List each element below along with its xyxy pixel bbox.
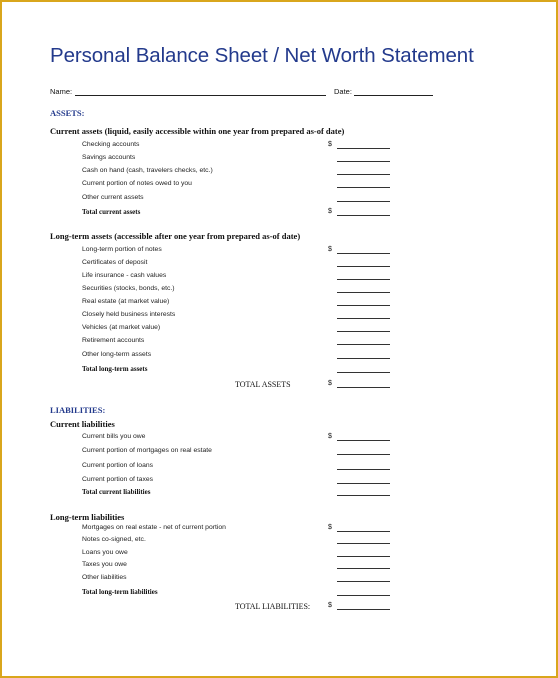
amount-field-line[interactable] (337, 174, 390, 175)
amount-field-line[interactable] (337, 331, 390, 332)
total-current-liabilities-label: Total current liabilities (82, 488, 151, 496)
amount-field-line[interactable] (337, 279, 390, 280)
list-item: Other long-term assets (82, 351, 152, 358)
amount-field-line[interactable] (337, 483, 390, 484)
list-item: Life insurance - cash values (82, 272, 167, 279)
amount-field-line[interactable] (337, 469, 390, 470)
dollar-sign: $ (328, 380, 332, 387)
dollar-sign: $ (328, 524, 332, 531)
current-assets-heading: Current assets (liquid, easily accessible within one year from prepared as-of date) (50, 126, 345, 136)
amount-field-line[interactable] (337, 344, 390, 345)
list-item: Checking accounts (82, 141, 140, 148)
total-assets-label: TOTAL ASSETS (235, 380, 291, 389)
amount-field-line[interactable] (337, 201, 390, 202)
date-label: Date: (334, 87, 352, 96)
amount-field-line[interactable] (337, 358, 390, 359)
total-liabilities-label: TOTAL LIABILITIES: (235, 602, 311, 611)
amount-field-line[interactable] (337, 292, 390, 293)
balance-sheet-page (2, 2, 556, 676)
list-item: Loans you owe (82, 549, 128, 556)
amount-field-line[interactable] (337, 266, 390, 267)
amount-field-line[interactable] (337, 440, 390, 441)
amount-field-line[interactable] (337, 495, 390, 496)
amount-field-line[interactable] (337, 253, 390, 254)
list-item: Savings accounts (82, 154, 136, 161)
list-item: Taxes you owe (82, 561, 127, 568)
dollar-sign: $ (328, 602, 332, 609)
amount-field-line[interactable] (337, 595, 390, 596)
current-liabilities-heading: Current liabilities (50, 419, 115, 429)
amount-field-line[interactable] (337, 454, 390, 455)
date-field-line[interactable] (354, 95, 433, 96)
amount-field-line[interactable] (337, 148, 390, 149)
list-item: Current portion of taxes (82, 476, 154, 483)
dollar-sign: $ (328, 433, 332, 440)
amount-field-line[interactable] (337, 568, 390, 569)
amount-field-line[interactable] (337, 581, 390, 582)
list-item: Notes co-signed, etc. (82, 536, 146, 543)
liabilities-heading: LIABILITIES: (50, 405, 106, 415)
list-item: Closely held business interests (82, 311, 176, 318)
amount-field-line[interactable] (337, 556, 390, 557)
dollar-sign: $ (328, 141, 332, 148)
amount-field-line[interactable] (337, 187, 390, 188)
list-item: Current portion of mortgages on real estate (82, 447, 212, 454)
total-long-term-liabilities-label: Total long-term liabilities (82, 588, 158, 596)
dollar-sign: $ (328, 208, 332, 215)
long-term-assets-heading: Long-term assets (accessible after one year from prepared as-of date) (50, 231, 301, 241)
dollar-sign: $ (328, 246, 332, 253)
list-item: Long-term portion of notes (82, 246, 162, 253)
amount-field-line[interactable] (337, 318, 390, 319)
total-current-assets-label: Total current assets (82, 208, 141, 216)
amount-field-line[interactable] (337, 609, 390, 610)
list-item: Vehicles (at market value) (82, 324, 161, 331)
long-term-liabilities-heading: Long-term liabilities (50, 512, 125, 522)
name-field-line[interactable] (75, 95, 326, 96)
list-item: Certificates of deposit (82, 259, 148, 266)
total-long-term-assets-label: Total long-term assets (82, 365, 148, 373)
list-item: Cash on hand (cash, travelers checks, etc.) (82, 167, 213, 174)
amount-field-line[interactable] (337, 387, 390, 388)
amount-field-line[interactable] (337, 531, 390, 532)
list-item: Current portion of loans (82, 462, 154, 469)
amount-field-line[interactable] (337, 372, 390, 373)
amount-field-line[interactable] (337, 215, 390, 216)
list-item: Current bills you owe (82, 433, 146, 440)
amount-field-line[interactable] (337, 161, 390, 162)
list-item: Other current assets (82, 194, 144, 201)
list-item: Mortgages on real estate - net of current portion (82, 524, 226, 531)
list-item: Retirement accounts (82, 337, 145, 344)
amount-field-line[interactable] (337, 543, 390, 544)
amount-field-line[interactable] (337, 305, 390, 306)
list-item: Current portion of notes owed to you (82, 180, 192, 187)
page-title: Personal Balance Sheet / Net Worth Statement (50, 44, 474, 67)
assets-heading: ASSETS: (50, 108, 85, 118)
list-item: Securities (stocks, bonds, etc.) (82, 285, 175, 292)
list-item: Other liabilities (82, 574, 127, 581)
name-label: Name: (50, 87, 73, 96)
list-item: Real estate (at market value) (82, 298, 170, 305)
